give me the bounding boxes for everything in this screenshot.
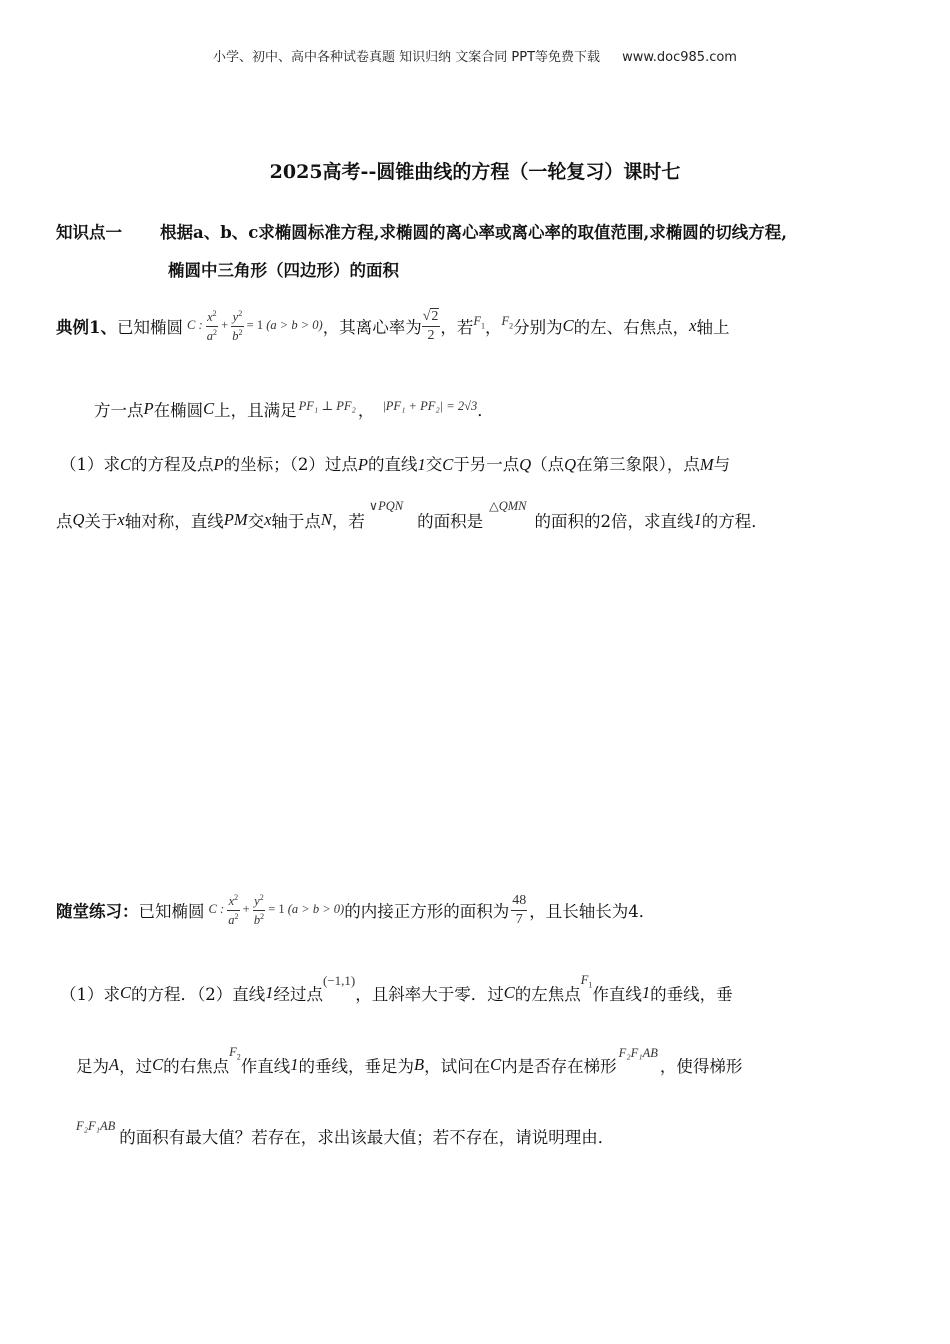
condition-perpendicular: PF₁ ⊥ PF₂ xyxy=(298,399,356,413)
practice-label: 随堂练习： xyxy=(56,902,139,921)
sym-P: P xyxy=(213,455,224,474)
sym-sub: 2 xyxy=(509,321,514,331)
sym-sub: 2 xyxy=(236,1052,241,1062)
text: 方一点 xyxy=(94,401,144,420)
sym-x: x xyxy=(117,510,125,529)
frac-num: 48 xyxy=(512,892,527,908)
eccentricity-frac: $\frac{√2}{2}$ xyxy=(422,308,439,343)
sym-P: P xyxy=(357,455,368,474)
page-title: 2025高考--圆锥曲线的方程（一轮复习）课时七 xyxy=(269,161,681,183)
trapezoid-label: F₂F₁AB xyxy=(618,1045,658,1060)
text: 的坐标；（2）过点 xyxy=(223,455,358,474)
text: 分别为 xyxy=(513,318,563,337)
sym-C: C xyxy=(152,1055,164,1074)
text: ，其离心率为 xyxy=(322,318,422,337)
sym-C: C xyxy=(503,983,515,1002)
sym-C: C xyxy=(562,316,574,335)
text: 的面积是 xyxy=(417,512,484,531)
text: （1）求 xyxy=(60,985,120,1004)
triangle-PQN: ∨PQN xyxy=(368,499,404,513)
knowledge-point-label: 知识点一 xyxy=(56,223,122,242)
text: ，过 xyxy=(119,1057,153,1076)
example1-label: 典例1、 xyxy=(56,318,117,337)
text: ， xyxy=(485,318,502,337)
text: 在第三象限），点 xyxy=(576,455,700,474)
sym-F: F xyxy=(473,313,482,328)
text: 的直线 xyxy=(367,455,418,474)
sym-PM: PM xyxy=(223,510,248,529)
text: 交 xyxy=(247,512,265,531)
frac-x2a2: $\frac{x^2}{a^2}$ xyxy=(228,892,239,927)
text: 已知椭圆 xyxy=(116,318,183,337)
sym-l: 1 xyxy=(290,1055,299,1074)
eq-condition: (a > b > 0) xyxy=(287,901,345,916)
eq-lhs: C : xyxy=(208,901,225,916)
text: 的右焦点 xyxy=(163,1057,230,1076)
sym-F: F xyxy=(229,1044,237,1059)
text: 的面积的2倍，求直线 xyxy=(534,512,694,531)
text: 的方程及点 xyxy=(131,455,214,474)
text: 内是否存在梯形 xyxy=(501,1057,617,1076)
frac-y2b2: $\frac{y^2}{b^2}$ xyxy=(232,308,243,343)
header-text: 小学、初中、高中各种试卷真题 知识归纳 文案合同 PPT等免费下载 xyxy=(213,50,601,65)
trapezoid-label: F₂F₁AB xyxy=(76,1118,116,1133)
text: 的左焦点 xyxy=(514,985,581,1004)
text: 的垂线，垂 xyxy=(650,985,733,1004)
triangle-QMN: △QMN xyxy=(489,499,527,513)
text: 的方程． xyxy=(701,512,768,531)
text: 与 xyxy=(713,455,731,474)
text: ，使得梯形 xyxy=(659,1057,743,1076)
sym-l: 1 xyxy=(417,455,426,474)
sym-A: A xyxy=(109,1055,120,1074)
sym-sub: 1 xyxy=(481,321,486,331)
text: （点 xyxy=(531,455,565,474)
sym-l: 1 xyxy=(641,983,651,1002)
eq-x: x xyxy=(207,310,213,324)
text: 足为 xyxy=(76,1057,109,1076)
eq-plus: + xyxy=(242,901,250,916)
frac-x2a2: $\frac{x^2}{a^2}$ xyxy=(206,308,217,343)
text: 的左、右焦点， xyxy=(573,318,690,337)
sym-l: 1 xyxy=(693,510,702,529)
eq-a: a xyxy=(206,328,213,343)
page-header xyxy=(0,46,950,65)
knowledge-point-line1: 根据a、b、c求椭圆标准方程,求椭圆的离心率或离心率的取值范围,求椭圆的切线方程, xyxy=(160,223,788,242)
sym-l: 1 xyxy=(265,983,274,1002)
eq-equals: = 1 xyxy=(268,901,285,916)
knowledge-point-line2: 椭圆中三角形（四边形）的面积 xyxy=(168,261,399,280)
text: 点 xyxy=(56,512,73,531)
eq-plus: + xyxy=(221,317,229,332)
text: 作直线 xyxy=(240,1057,291,1076)
text: 轴上 xyxy=(696,318,730,337)
eq-condition: (a > b > 0) xyxy=(266,317,323,332)
text: 于另一点 xyxy=(453,455,520,474)
text: （1）求 xyxy=(60,455,120,474)
practice-line3 xyxy=(76,1044,743,1083)
example1-line1 xyxy=(56,300,730,352)
text: ，若 xyxy=(331,512,365,531)
practice-line1 xyxy=(56,884,655,936)
example1-parts-line1 xyxy=(60,451,730,475)
sym-C: C xyxy=(490,1055,502,1074)
text: ，试问在 xyxy=(424,1057,491,1076)
text: 作直线 xyxy=(592,985,642,1004)
text: ，若 xyxy=(440,318,474,337)
focus-F1 xyxy=(473,314,485,331)
eq-b: b xyxy=(232,328,239,343)
sym-C: C xyxy=(120,455,132,474)
header-site: www.doc985.com xyxy=(622,50,737,65)
frac-den: 7 xyxy=(511,910,527,927)
focus-F2 xyxy=(502,314,514,331)
text: 已知椭圆 xyxy=(138,902,205,921)
text: 的方程．（2）直线 xyxy=(131,985,266,1004)
text: ． xyxy=(477,401,494,420)
point-coordinate: (−1,1) xyxy=(323,973,356,988)
text: ， xyxy=(357,401,375,420)
practice-line2 xyxy=(60,972,733,1010)
sym-C: C xyxy=(120,983,132,1002)
eq-y: y xyxy=(254,894,260,908)
eq-y: y xyxy=(232,310,239,324)
text: ，且长轴长为4． xyxy=(529,902,656,921)
sym-x: x xyxy=(689,316,697,335)
text: 经过点 xyxy=(273,985,324,1004)
sym-Q: Q xyxy=(564,455,577,474)
eq-x: x xyxy=(228,894,235,908)
text: 关于 xyxy=(84,512,118,531)
frac-y2b2: $\frac{y^2}{b^2}$ xyxy=(253,892,265,927)
sym-C: C xyxy=(442,455,454,474)
sym-Q: Q xyxy=(72,510,85,529)
example1-parts-line2 xyxy=(56,500,768,540)
practice-line4 xyxy=(76,1118,614,1154)
frac-den: 2 xyxy=(422,326,441,343)
text: 的内接正方形的面积为 xyxy=(344,902,510,921)
text: 轴于点 xyxy=(271,512,321,531)
text: ，且斜率大于零．过 xyxy=(355,985,504,1004)
condition-vector-sum: |PF₁ + PF₂| = 2√3 xyxy=(382,398,478,413)
sym-x: x xyxy=(264,510,272,529)
text: 轴对称，直线 xyxy=(124,512,224,531)
eq-b: b xyxy=(253,912,261,927)
area-frac xyxy=(511,894,527,927)
sym-C: C xyxy=(203,399,215,418)
sym-B: B xyxy=(414,1055,425,1074)
sym-Q: Q xyxy=(519,455,532,474)
text: 的面积有最大值？若存在，求出该最大值；若不存在，请说明理由． xyxy=(119,1128,615,1147)
focus-F1 xyxy=(581,973,593,990)
sym-M: M xyxy=(699,455,714,474)
eq-a: a xyxy=(228,912,235,927)
text: 的垂线，垂足为 xyxy=(298,1057,414,1076)
sym-F: F xyxy=(580,972,589,987)
sym-sub: 1 xyxy=(588,980,593,990)
ellipse-equation-1 xyxy=(187,310,323,342)
sym-P: P xyxy=(143,399,154,418)
sqrt-radicand: 2 xyxy=(431,308,439,324)
focus-F2 xyxy=(229,1045,241,1062)
sym-N: N xyxy=(320,510,332,529)
text: 上，且满足 xyxy=(214,401,297,420)
sym-F: F xyxy=(501,313,510,328)
eq-lhs: C : xyxy=(186,317,203,332)
example1-line2 xyxy=(94,392,494,426)
eq-equals: = 1 xyxy=(246,317,264,332)
text: 交 xyxy=(425,455,443,474)
ellipse-equation-2 xyxy=(209,894,345,926)
text: 在椭圆 xyxy=(153,401,204,420)
